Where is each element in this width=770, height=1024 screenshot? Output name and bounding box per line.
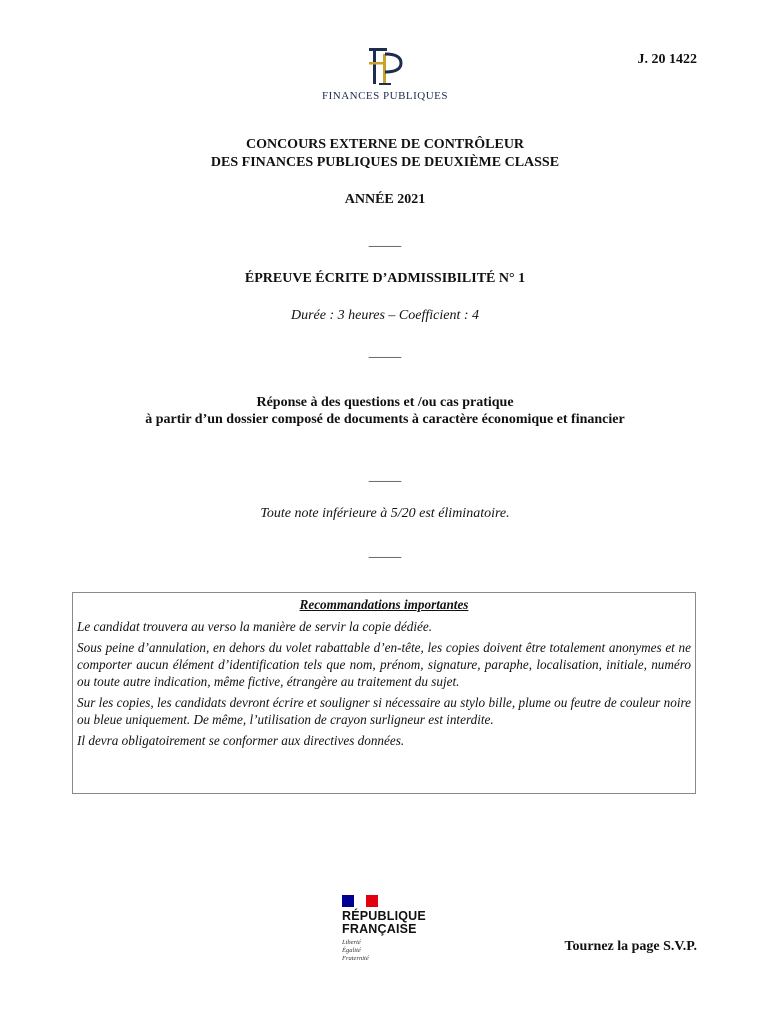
exam-year: ANNÉE 2021 bbox=[344, 192, 426, 207]
document-reference: J. 20 1422 bbox=[637, 52, 697, 67]
exam-duration: Durée : 3 heures – Coefficient : 4 bbox=[290, 308, 480, 323]
recommendation-paragraph: Il devra obligatoirement se conformer aux directives données. bbox=[77, 733, 405, 748]
exam-title-line1: CONCOURS EXTERNE DE CONTRÔLEUR bbox=[245, 137, 525, 152]
republique-francaise-logo bbox=[342, 895, 442, 975]
exam-title-line2: DES FINANCES PUBLIQUES DE DEUXIÈME CLASSE bbox=[210, 155, 560, 170]
separator-2: _____ bbox=[368, 344, 402, 359]
subject-line2: à partir d’un dossier composé de documents à caractère économique et financier bbox=[145, 412, 625, 427]
rf-name-line1: RÉPUBLIQUE bbox=[342, 909, 426, 923]
epreuve-title: ÉPREUVE ÉCRITE D’ADMISSIBILITÉ N° 1 bbox=[244, 271, 526, 286]
recommendations-title: Recommandations importantes bbox=[299, 597, 469, 612]
subject-line1: Réponse à des questions et /ou cas pratique bbox=[256, 395, 514, 410]
turn-page-note: Tournez la page S.V.P. bbox=[564, 939, 697, 954]
separator-3: _____ bbox=[368, 468, 402, 483]
recommendation-paragraph: Sous peine d’annulation, en dehors du volet rabattable d’en-tête, les copies doivent être totalement anonymes et ne comporter aucun élément d’identification tels que nom, prénom, signature, paraphe, localisation, initiale, numéro ou toute autre indication, même fictive, étrangère au traitement du sujet. bbox=[77, 640, 691, 689]
separator-1: _____ bbox=[368, 233, 402, 248]
separator-4: _____ bbox=[368, 544, 402, 559]
logo-wordmark: FINANCES PUBLIQUES bbox=[321, 90, 449, 102]
rf-name-line2: FRANÇAISE bbox=[342, 922, 417, 936]
fp-monogram-icon bbox=[363, 44, 407, 88]
finances-publiques-logo bbox=[320, 44, 450, 106]
french-flag-icon bbox=[342, 895, 378, 907]
motto-egalite: Égalité bbox=[342, 947, 361, 954]
motto-fraternite: Fraternité bbox=[342, 955, 369, 962]
motto-liberte: Liberté bbox=[342, 939, 361, 946]
recommendation-paragraph: Le candidat trouvera au verso la manière de servir la copie dédiée. bbox=[77, 619, 432, 634]
recommendation-paragraph: Sur les copies, les candidats devront écrire et souligner si nécessaire au stylo bille, plume ou feutre de couleur noire ou bleue uniquement. De même, l’utilisation de crayon surligneur est interdite. bbox=[77, 695, 691, 727]
eliminatory-note: Toute note inférieure à 5/20 est éliminatoire. bbox=[260, 506, 510, 521]
recommendations-box bbox=[72, 592, 696, 794]
rf-motto bbox=[342, 939, 442, 963]
